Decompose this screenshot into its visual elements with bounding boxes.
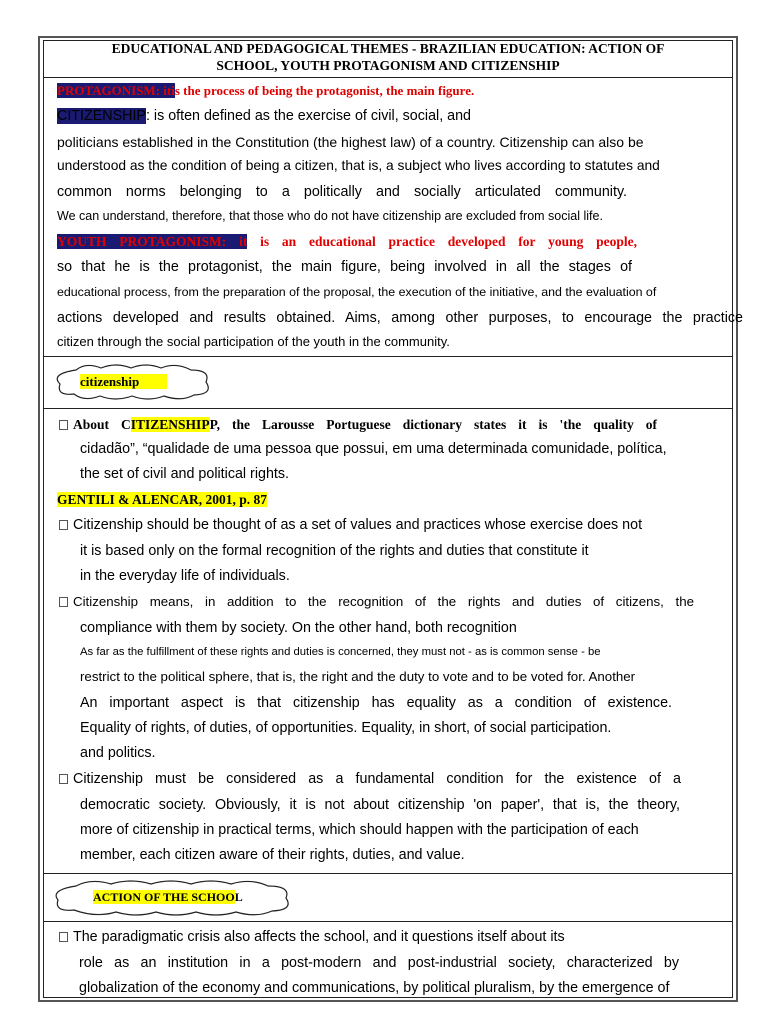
bullet-icon	[59, 520, 68, 530]
page-title-line1: EDUCATIONAL AND PEDAGOGICAL THEMES - BRAZILIAN EDUCATION: ACTION OF	[111, 41, 665, 56]
citizenship-definition-line: We can understand, therefore, that those who do not have citizenship are excluded from social life.	[57, 209, 603, 223]
bullet-icon	[59, 774, 68, 784]
school-paragraph-line: globalization of the economy and communications, by political pluralism, by the emergence of	[79, 980, 670, 996]
citizenship-paragraph-line: in the everyday life of individuals.	[80, 568, 290, 584]
citizenship-paragraph-line: member, each citizen aware of their rights, duties, and value.	[80, 847, 465, 863]
youth-definition-line: so that he is the protagonist, the main figure, being involved in all the stages of	[57, 259, 632, 275]
citizenship-paragraph-line: and politics.	[80, 745, 156, 761]
school-paragraph-1: The paradigmatic crisis also affects the school, and it questions itself about its	[59, 928, 565, 946]
divider	[43, 408, 733, 409]
citizenship-paragraph-line: As far as the fulfillment of these rights and duties is concerned, they must not - as is common sense - be	[80, 646, 601, 658]
citizenship-paragraph-line: it is based only on the formal recognition of the rights and duties that constitute it	[80, 543, 589, 559]
citizenship-paragraph-line: Equality of rights, of duties, of opportunities. Equality, in short, of social participation.	[80, 720, 612, 736]
citizenship-definition-line: common norms belonging to a politically and socially articulated community.	[57, 184, 627, 200]
bullet-icon	[59, 597, 68, 607]
citizenship-paragraph-line: cidadão”, “qualidade de uma pessoa que possui, em uma determinada comunidade, política,	[80, 441, 667, 457]
citizenship-definition-line: CITIZENSHIP: is often defined as the exercise of civil, social, and	[57, 108, 471, 124]
youth-protagonism-term: YOUTH PROTAGONISM: it	[57, 234, 248, 249]
divider	[43, 921, 733, 922]
citizenship-paragraph-line: the set of civil and political rights.	[80, 466, 289, 482]
protagonism-term: PROTAGONISM: it	[57, 83, 172, 98]
school-paragraph-line: role as an institution in a post-modern and post-industrial society, characterized by	[79, 955, 679, 971]
youth-definition-line: educational process, from the preparation of the proposal, the execution of the initiative, and the evaluation of	[57, 285, 657, 299]
citizenship-paragraph-line: An important aspect is that citizenship has equality as a condition of existence.	[80, 695, 672, 711]
citizenship-paragraph-3: Citizenship means, in addition to the recognition of the rights and duties of citizens, the	[59, 593, 694, 611]
citizenship-paragraph-line: compliance with them by society. On the other hand, both recognition	[80, 620, 517, 636]
protagonism-definition: PROTAGONISM: itis the process of being the protagonist, the main figure.	[57, 83, 475, 98]
citizenship-highlight: ITIZENSHIP	[130, 417, 210, 432]
divider	[43, 77, 733, 78]
bullet-icon	[59, 932, 68, 942]
reference-citation: GENTILI & ALENCAR, 2001, p. 87	[57, 492, 268, 507]
youth-protagonism-definition: YOUTH PROTAGONISM: it is an educational practice developed for young people,	[57, 234, 637, 249]
youth-definition-line: actions developed and results obtained. Aims, among other purposes, to encourage the practice	[57, 310, 743, 326]
citizenship-paragraph-4: Citizenship must be considered as a fundamental condition for the existence of a	[59, 770, 681, 788]
bullet-icon	[59, 420, 68, 430]
page-title-line2: SCHOOL, YOUTH PROTAGONISM AND CITIZENSHIP	[216, 58, 560, 73]
citizenship-definition-line: understood as the condition of being a citizen, that is, a subject who lives according to statutes and	[57, 158, 660, 173]
citizenship-paragraph-line: restrict to the political sphere, that is, the right and the duty to vote and to be voted for. Another	[80, 669, 636, 684]
citizenship-definition-line: politicians established in the Constitution (the highest law) of a country. Citizenship can also be	[57, 134, 644, 150]
section-label-action-of-the-school: ACTION OF THE SCHOOL	[93, 890, 243, 904]
citizenship-paragraph-1: About CITIZENSHIPP, the Larousse Portuguese dictionary states it is 'the quality of	[59, 416, 657, 434]
divider	[43, 873, 733, 874]
citizenship-term: CITIZENSHIP	[57, 108, 146, 124]
divider	[43, 356, 733, 357]
citizenship-paragraph-line: democratic society. Obviously, it is not about citizenship 'on paper', that is, the theory,	[80, 797, 680, 813]
citizenship-paragraph-2: Citizenship should be thought of as a set of values and practices whose exercise does not	[59, 516, 642, 534]
citizenship-paragraph-line: more of citizenship in practical terms, which should happen with the participation of each	[80, 822, 639, 838]
youth-definition-line: citizen through the social participation of the youth in the community.	[57, 334, 450, 349]
section-label-citizenship: citizenship	[80, 374, 167, 390]
